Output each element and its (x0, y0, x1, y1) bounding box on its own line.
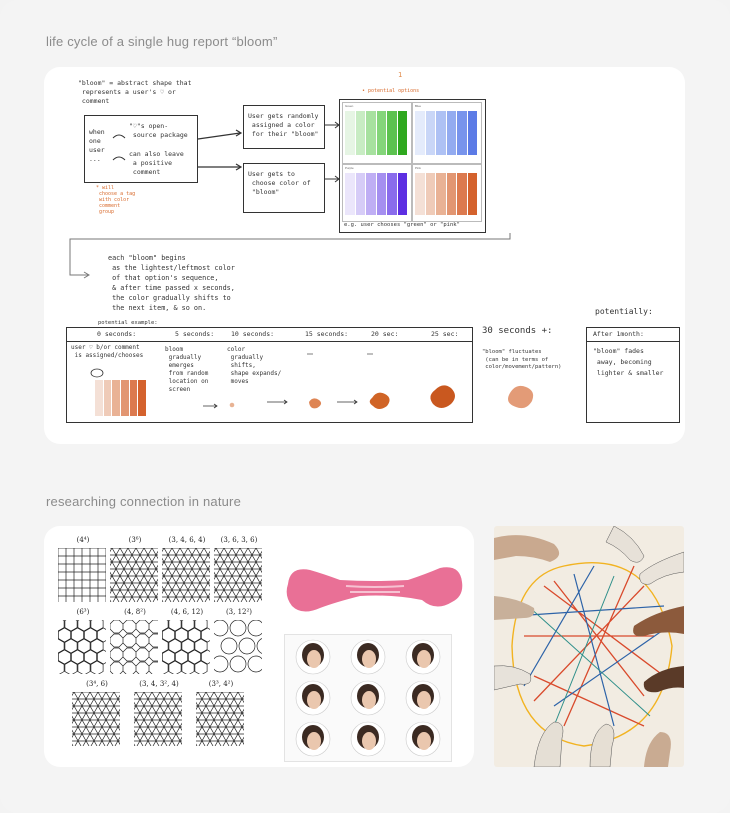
tiling-pattern-4 (58, 620, 106, 674)
tiling-pattern-3 (214, 548, 262, 602)
tiling-lines-6 (162, 620, 210, 674)
pal-purple-swatch-0 (345, 173, 355, 215)
pal-purple-swatch-4 (387, 173, 397, 215)
tiling-pattern-1 (110, 548, 158, 602)
fluctuates-note: "bloom" fluctuates (can be in terms of color/movement/pattern) (482, 349, 562, 370)
palette-pink (412, 164, 482, 222)
potentially-label: potentially: (595, 307, 653, 316)
fade-header-line (587, 341, 679, 342)
palette-blue (412, 102, 482, 164)
step-emerges: bloom gradually emerges from random location on screen (165, 346, 209, 393)
comment-option: can also leave a positive comment (129, 150, 184, 176)
fades-note: "bloom" fades away, becoming lighter & smaller (593, 347, 664, 377)
note-red: * will choose a tag with color comment group (96, 185, 136, 215)
potential-options-label: • potential options (362, 88, 420, 94)
tiling-pattern-0 (58, 548, 106, 602)
pal-blue-swatch-3 (447, 111, 457, 155)
palette-label-blue: Blue (415, 104, 422, 108)
tiling-label-4: (6³) (76, 608, 90, 616)
palette-green (342, 102, 412, 164)
timeline-0: 0 seconds: (97, 330, 137, 338)
pal-blue-swatch-4 (457, 111, 467, 155)
when-box (84, 115, 198, 183)
timeline-15: 15 seconds: (305, 330, 349, 338)
tiling-pattern-5 (110, 620, 158, 674)
pal-green-swatch-3 (377, 111, 387, 155)
choose-color-box (243, 163, 325, 213)
tiling-label-3: (3, 6, 3, 6) (220, 536, 258, 544)
pal-blue-swatch-0 (415, 111, 425, 155)
tiling-pattern-10 (196, 692, 244, 746)
pal-green-swatch-1 (356, 111, 366, 155)
face-skin-0-2 (417, 650, 431, 668)
pal-pink-swatch-1 (426, 173, 436, 215)
after-month: After 1month: (593, 330, 644, 338)
choose-color-text: User gets to choose color of "bloom" (248, 170, 311, 196)
pal-pink-swatch-3 (447, 173, 457, 215)
hands-string-illustration (494, 526, 684, 767)
tiling-label-7: (3, 12²) (225, 608, 253, 616)
options-number: 1 (398, 71, 403, 79)
face-skin-1-2 (417, 691, 431, 709)
face-skin-0-0 (307, 650, 321, 668)
pal-purple-swatch-1 (356, 173, 366, 215)
tiling-label-5: (4, 8²) (124, 608, 146, 616)
timeline-5: 5 seconds: (175, 330, 215, 338)
step-shifts: color gradually shifts, shape expands/ moves (227, 346, 282, 385)
face-grid-drawing (285, 635, 451, 761)
tiling-label-2: (3, 4, 6, 4) (168, 536, 206, 544)
timeline-drawing (67, 328, 472, 422)
palette-caption: e.g. user chooses "green" or "pink" (344, 222, 460, 228)
tiling-lines-2 (162, 548, 210, 602)
tiling-label-1: (3⁶) (128, 536, 142, 544)
tiling-lines-9 (134, 692, 182, 746)
pal-purple-swatch-5 (398, 173, 408, 215)
face-skin-0-1 (362, 650, 376, 668)
tiling-lines-10 (196, 692, 244, 746)
face-distortion-grid (284, 634, 452, 762)
fluctuating-bloom (504, 383, 538, 411)
tiling-pattern-9 (134, 692, 182, 746)
heart-option: "♡"s open- source package (129, 122, 188, 139)
timeline-box (66, 327, 473, 423)
bloom-begins: each "bloom" begins as the lightest/leftmost color of that option's sequence, & after time passed x seconds, the color gradually shifts to the next item, & so on. (108, 254, 235, 312)
pink-swatches (415, 173, 478, 215)
tiling-lines-7 (214, 620, 262, 672)
pal-green-swatch-5 (398, 111, 408, 155)
pal-blue-swatch-5 (468, 111, 478, 155)
tiling-lines-4 (58, 620, 106, 674)
stretched-blob-image (280, 556, 468, 622)
fade-box (586, 327, 680, 423)
timeline-25: 25 sec: (431, 330, 459, 338)
palette-purple (342, 164, 412, 222)
pal-green-swatch-4 (387, 111, 397, 155)
random-color-text: User gets randomly assigned a color for their "bloom" (248, 112, 319, 138)
thirty-seconds: 30 seconds +: (482, 326, 553, 336)
green-swatches (345, 111, 408, 155)
potential-example-label: potential example: (98, 320, 158, 326)
palette-label-green: Green (345, 104, 354, 108)
tiling-lines-8 (72, 692, 120, 746)
face-skin-1-0 (307, 691, 321, 709)
face-skin-2-0 (307, 732, 321, 750)
random-color-box (243, 105, 325, 149)
pal-green-swatch-2 (366, 111, 376, 155)
tiling-label-6: (4, 6, 12) (170, 608, 204, 616)
pal-purple-swatch-3 (377, 173, 387, 215)
bloom-definition: "bloom" = abstract shape that represents a user's ♡ or comment (78, 79, 192, 105)
section-title-lifecycle: life cycle of a single hug report “bloom” (46, 34, 278, 49)
pal-pink-swatch-0 (415, 173, 425, 215)
tiling-pattern-7 (214, 620, 262, 674)
timeline-10: 10 seconds: (231, 330, 275, 338)
section-title-research: researching connection in nature (46, 494, 242, 509)
tiling-pattern-8 (72, 692, 120, 746)
when-text: when one user ... (89, 128, 105, 163)
hands-drawing (494, 526, 684, 767)
pal-green-swatch-0 (345, 111, 355, 155)
branch-arrows (196, 127, 244, 187)
timeline-20: 20 sec: (371, 330, 399, 338)
tiling-lines-0 (58, 548, 106, 602)
tiling-lines-3 (214, 548, 262, 602)
tiling-lines-1 (110, 548, 158, 602)
pal-blue-swatch-2 (436, 111, 446, 155)
pal-purple-swatch-2 (366, 173, 376, 215)
palette-label-pink: Pink (415, 166, 421, 170)
tiling-label-9: (3, 4, 3², 4) (139, 680, 179, 688)
purple-swatches (345, 173, 408, 215)
lifecycle-sketch-panel (44, 67, 685, 444)
palette-label-purple: Purple (345, 166, 354, 170)
tiling-label-8: (3⁴, 6) (86, 680, 108, 688)
user-assigned: user ♡ b/or comment is assigned/chooses (71, 344, 144, 359)
tiling-lines-5 (110, 620, 158, 674)
when-box-arrows (85, 116, 197, 182)
pal-pink-swatch-5 (468, 173, 478, 215)
tiling-label-0: (4⁴) (76, 536, 90, 544)
palette-grid (339, 99, 486, 233)
face-skin-1-1 (362, 691, 376, 709)
tiling-pattern-2 (162, 548, 210, 602)
tiling-label-10: (3³, 4²) (208, 680, 234, 688)
face-skin-2-2 (417, 732, 431, 750)
pal-pink-swatch-4 (457, 173, 467, 215)
research-panel (44, 526, 474, 767)
face-skin-2-1 (362, 732, 376, 750)
blue-swatches (415, 111, 478, 155)
tiling-pattern-6 (162, 620, 210, 674)
pal-blue-swatch-1 (426, 111, 436, 155)
pal-pink-swatch-2 (436, 173, 446, 215)
